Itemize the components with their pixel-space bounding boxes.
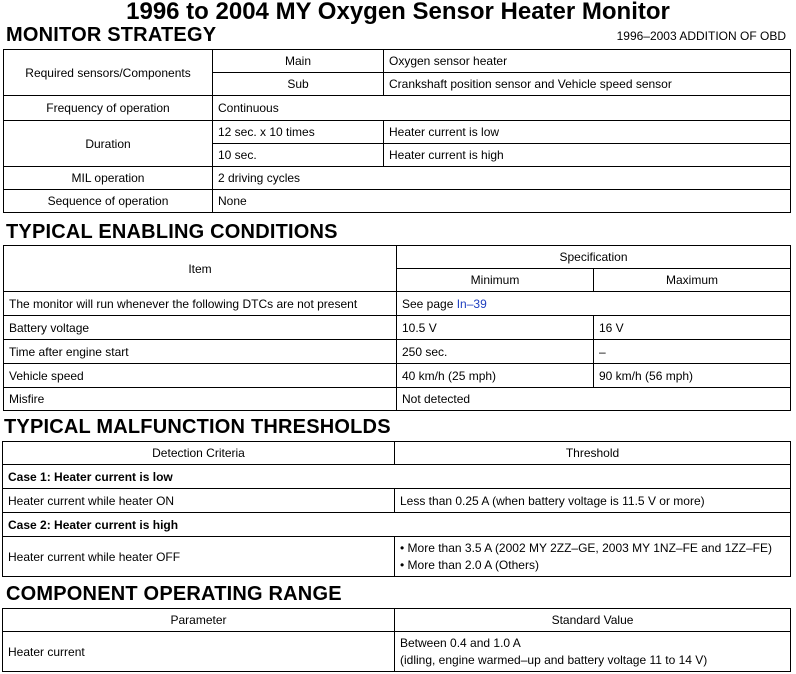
component-value: [395, 632, 791, 672]
see-page-text: See page: [402, 296, 457, 311]
enabling-min: [397, 292, 791, 316]
table-row: [3, 442, 791, 465]
duration-2-condition: Heater current is high: [384, 144, 791, 167]
table-row: [4, 121, 791, 144]
table-row: [4, 316, 791, 340]
table-row: [4, 364, 791, 388]
main-value: Oxygen sensor heater: [384, 50, 791, 73]
specification-header: Specification: [397, 246, 791, 269]
main-label: Main: [213, 50, 384, 73]
minimum-header: Minimum: [397, 269, 594, 292]
table-row: [4, 292, 791, 316]
table-row: [4, 167, 791, 190]
sub-label: Sub: [213, 73, 384, 96]
duration-1-condition: Heater current is low: [384, 121, 791, 144]
sequence-value: None: [213, 190, 791, 213]
threshold-header: Threshold: [395, 442, 791, 465]
enabling-min: 10.5 V: [397, 316, 594, 340]
case-2-label: Case 2: Heater current is high: [3, 513, 791, 537]
component-heading: COMPONENT OPERATING RANGE: [6, 583, 342, 605]
duration-2-time: 10 sec.: [213, 144, 384, 167]
page-title: 1996 to 2004 MY Oxygen Sensor Heater Monitor: [126, 0, 670, 25]
enabling-item: Time after engine start: [4, 340, 397, 364]
value-line-1: Between 0.4 and 1.0 A: [400, 635, 521, 650]
list-item: • More than 3.5 A (2002 MY 2ZZ–GE, 2003 MY 1NZ–FE and 1ZZ–FE): [400, 540, 785, 557]
enabling-item: The monitor will run whenever the following DTCs are not present: [4, 292, 397, 316]
table-row: [3, 537, 791, 577]
malfunction-table: [2, 441, 791, 577]
table-row: [3, 632, 791, 672]
enabling-item: Vehicle speed: [4, 364, 397, 388]
enabling-max: 16 V: [594, 316, 791, 340]
required-sensors-label: Required sensors/Components: [4, 50, 213, 96]
table-row: [3, 465, 791, 489]
case-2-criteria: Heater current while heater OFF: [3, 537, 395, 577]
sub-value: Crankshaft position sensor and Vehicle speed sensor: [384, 73, 791, 96]
enabling-min: 40 km/h (25 mph): [397, 364, 594, 388]
monitor-strategy-heading: MONITOR STRATEGY: [6, 24, 217, 46]
table-row: [4, 190, 791, 213]
component-table: [2, 608, 791, 672]
duration-label: Duration: [4, 121, 213, 167]
case-1-criteria: Heater current while heater ON: [3, 489, 395, 513]
component-parameter: Heater current: [3, 632, 395, 672]
enabling-item: Misfire: [4, 388, 397, 411]
list-item: • More than 2.0 A (Others): [400, 557, 785, 574]
frequency-label: Frequency of operation: [4, 96, 213, 121]
mil-value: 2 driving cycles: [213, 167, 791, 190]
malfunction-heading: TYPICAL MALFUNCTION THRESHOLDS: [4, 416, 391, 438]
duration-1-time: 12 sec. x 10 times: [213, 121, 384, 144]
standard-value-header: Standard Value: [395, 609, 791, 632]
table-row: [3, 513, 791, 537]
table-row: [4, 50, 791, 73]
enabling-table: [3, 245, 791, 411]
mil-label: MIL operation: [4, 167, 213, 190]
monitor-strategy-table: [3, 49, 791, 213]
maximum-header: Maximum: [594, 269, 791, 292]
enabling-item: Battery voltage: [4, 316, 397, 340]
case-2-threshold: [395, 537, 791, 577]
enabling-max: 90 km/h (56 mph): [594, 364, 791, 388]
enabling-min: Not detected: [397, 388, 791, 411]
table-row: [4, 340, 791, 364]
sequence-label: Sequence of operation: [4, 190, 213, 213]
criteria-header: Detection Criteria: [3, 442, 395, 465]
value-line-2: (idling, engine warmed–up and battery voltage 11 to 14 V): [400, 652, 708, 667]
page-link[interactable]: In–39: [456, 296, 487, 311]
table-row: [4, 246, 791, 269]
item-header: Item: [4, 246, 397, 292]
parameter-header: Parameter: [3, 609, 395, 632]
obd-note: 1996–2003 ADDITION OF OBD: [616, 29, 786, 43]
enabling-max: –: [594, 340, 791, 364]
table-row: [4, 96, 791, 121]
enabling-min: 250 sec.: [397, 340, 594, 364]
enabling-heading: TYPICAL ENABLING CONDITIONS: [6, 221, 338, 243]
case-1-label: Case 1: Heater current is low: [3, 465, 791, 489]
table-row: [4, 388, 791, 411]
case-1-threshold: Less than 0.25 A (when battery voltage is 11.5 V or more): [395, 489, 791, 513]
table-row: [3, 609, 791, 632]
frequency-value: Continuous: [213, 96, 791, 121]
table-row: [3, 489, 791, 513]
